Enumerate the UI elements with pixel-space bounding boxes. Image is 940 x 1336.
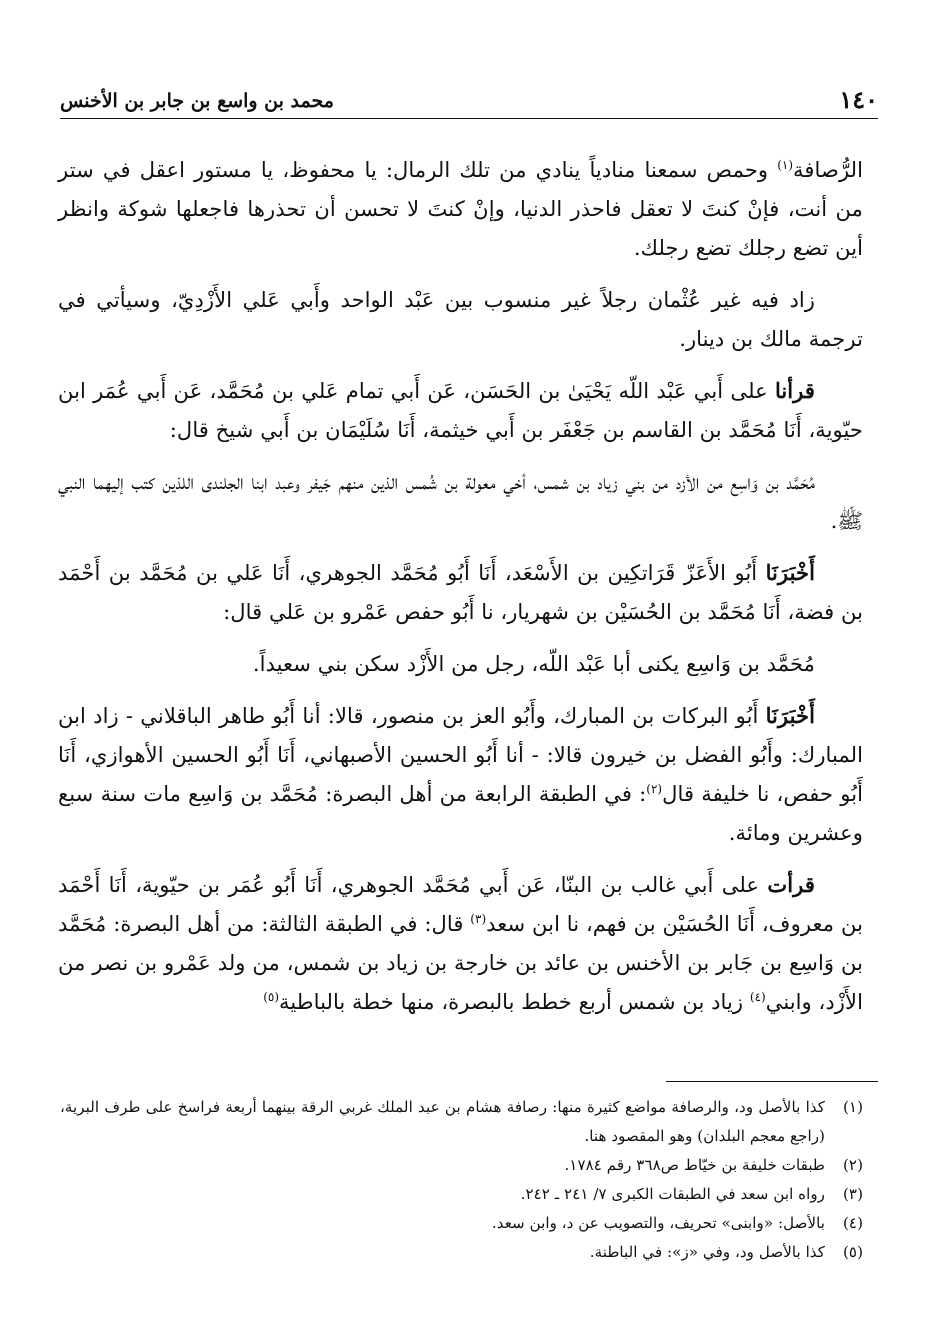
footnote-separator [666, 1081, 878, 1082]
paragraph-8-part-b: قال: في الطبقة الثالثة: من أهل البصرة: مُحَمَّد بن وَاسِع بن جَابر بن الأخنس بن عائد بن خارجة بن زياد بن شمس، من ولد عَمْرو بن نصر من الأَزْد، وابني [58, 911, 863, 1014]
paragraph-3-lead: قرأنا [774, 378, 815, 403]
page-header [60, 84, 878, 119]
footnote-text: كذا بالأصل ود، والرصافة مواضع كثيرة منها: رصافة هشام بن عبد الملك غربي الرقة بينهما أربعة فراسخ على طرف البرية، (راجع معجم البلدان) وهو المقصود هنا. [60, 1098, 825, 1145]
footnote-ref-1: (١) [777, 157, 794, 172]
paragraph-2: زاد فيه غير عُثْمان رجلاً غير منسوب بين عَبْد الواحد وأَبي عَلي الأَزْدِيّ، وسيأتي في ترجمة مالك بن دينار. [58, 287, 863, 351]
paragraph-4: مُحَمَّد بن وَاسِع من الأزد من بني زياد بن شمس، أخي معولة بن شُمس الذين منهم جَيفر وعبد ابنا الجلندى اللذين كتب إليهما النبي ﷺ. [58, 469, 863, 533]
footnote-text: رواه ابن سعد في الطبقات الكبرى ٧/ ٢٤١ ـ ٢٤٢. [520, 1185, 825, 1203]
footnote-number: (٢) [842, 1156, 863, 1174]
footnote-ref-2: (٢) [646, 781, 663, 796]
running-title: محمد بن واسع بن جابر بن الأخنس [60, 90, 334, 112]
paragraph-8-part-a: على أَبي غالب بن البنّا، عَن أَبي مُحَمَّد الجوهري، أَنَا أَبُو عُمَر بن حيّوية، أَنَا أَحْمَد بن معروف، أَنَا الحُسَيْن بن فهم، نا ابن سعد [58, 872, 863, 936]
paragraph-1 [58, 150, 863, 267]
paragraph-3 [58, 371, 863, 449]
main-text [58, 150, 863, 1034]
paragraph-7-lead: أَخْبَرَنَا [765, 703, 815, 728]
footnote-ref-3: (٣) [470, 911, 487, 926]
footnotes [60, 1093, 863, 1267]
paragraph-8-part-c: زياد بن شمس أربع خطط بالبصرة، منها خطة بالباطية [279, 989, 750, 1014]
footnote-number: (٤) [842, 1214, 863, 1232]
paragraph-6: مُحَمَّد بن وَاسِع يكنى أبا عَبْد اللّه، رجل من الأَزْد سكن بني سعيداً. [252, 651, 815, 676]
footnote-1 [60, 1093, 863, 1151]
footnote-5 [60, 1238, 863, 1267]
paragraph-3-rest: على أَبي عَبْد اللّه يَحْيَىٰ بن الحَسَن، عَن أَبي تمام عَلي بن مُحَمَّد، عَن أَبي عُمَر ابن حيّوية، أَنَا مُحَمَّد بن القاسم بن جَعْفَر بن أَبي خيثمة، أَنَا سُلَيْمَان بن أَبي شيخ قال: [58, 378, 863, 442]
footnote-text: بالأصل: «وابنى» تحريف، والتصويب عن د، وابن سعد. [491, 1214, 825, 1232]
paragraph-1-rest: وحمص سمعنا منادياً ينادي من تلك الرمال: يا محفوظ، يا مستور اعقل في ستر من أنت، فإنْ كنتَ لا تعقل فاحذر الدنيا، وإنْ كنتَ لا تحسن أن تحذرها فاجعلها شوكة وانظر أين تضع رجلك تضع رجلك. [58, 157, 863, 260]
footnote-2 [60, 1151, 863, 1180]
footnote-ref-4: (٤) [749, 989, 766, 1004]
paragraph-8 [58, 865, 863, 1021]
footnote-3 [60, 1180, 863, 1209]
paragraph-5-lead: أَخْبَرَنَا [765, 560, 815, 585]
paragraph-8-lead: قرأت [767, 872, 815, 897]
footnote-text: كذا بالأصل ود، وفي «ز»: في الباطنة. [589, 1243, 825, 1261]
footnote-4 [60, 1209, 863, 1238]
paragraph-7 [58, 696, 863, 852]
paragraph-7-part-a: أَبُو البركات بن المبارك، وأَبُو العز بن منصور، قالا: أنا أَبُو طاهر الباقلاني - زاد ابن المبارك: وأَبُو الفضل بن خيرون قالا: - أنا أَبُو الحسين الأصبهاني، أَنَا أَبُو الحسين الأهوازي، أَنَا أَبُو حفص، نا خليفة قال [58, 703, 863, 806]
paragraph-5 [58, 553, 863, 631]
paragraph-7-part-b: : في الطبقة الرابعة من أهل البصرة: مُحَمَّد بن وَاسِع مات سنة سبع وعشرين ومائة. [58, 781, 863, 845]
paragraph-1-start: الرُّصافة [793, 157, 863, 182]
footnote-number: (١) [842, 1098, 863, 1116]
page-number: ١٤٠ [839, 85, 878, 114]
footnote-number: (٥) [842, 1243, 863, 1261]
footnote-text: طبقات خليفة بن خيّاط ص٣٦٨ رقم ١٧٨٤. [564, 1156, 825, 1174]
paragraph-5-rest: أَبُو الأَعَزّ قَرَاتكِين بن الأَسْعَد، أَنَا أَبُو مُحَمَّد الجوهري، أَنَا عَلي بن مُحَمَّد بن أَحْمَد بن فضة، أَنَا مُحَمَّد بن الحُسَيْن بن شهريار، نا أَبُو حفص عَمْرو بن عَلي قال: [58, 560, 863, 624]
footnote-number: (٣) [842, 1185, 863, 1203]
footnote-ref-5: (٥) [263, 989, 280, 1004]
